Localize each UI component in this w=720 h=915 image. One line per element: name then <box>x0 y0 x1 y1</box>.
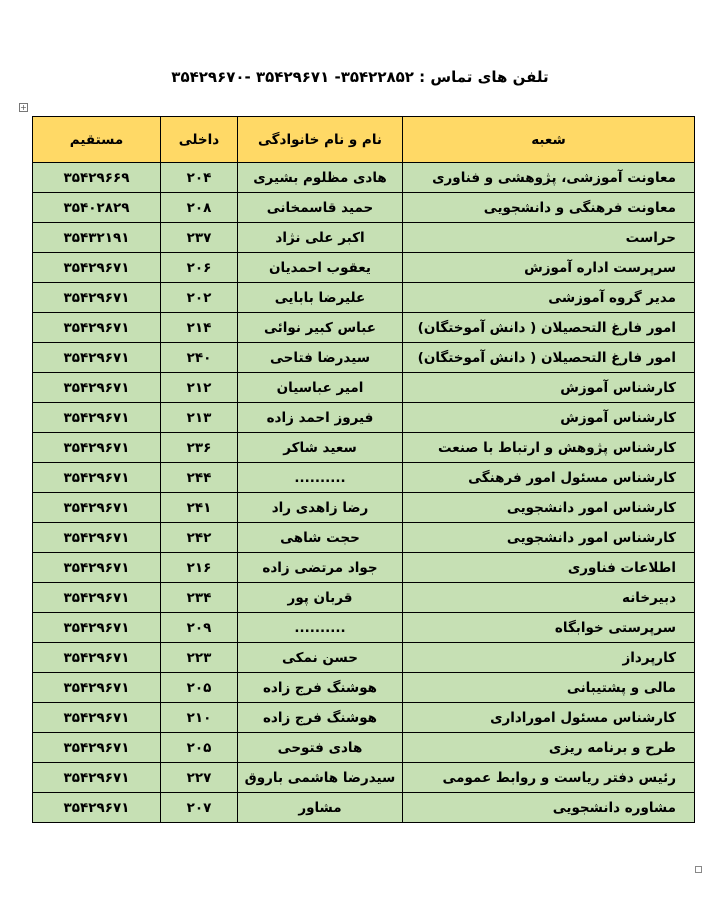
table-row <box>33 463 695 493</box>
department-cell: معاونت آموزشی، پژوهشی و فناوری <box>403 163 695 193</box>
extension-cell: ۲۳۴ <box>161 583 238 613</box>
department-cell: اطلاعات فناوری <box>403 553 695 583</box>
extension-cell: ۲۱۴ <box>161 313 238 343</box>
name-cell: جواد مرتضی زاده <box>238 553 403 583</box>
department-cell: امور فارغ التحصیلان ( دانش آموختگان) <box>403 313 695 343</box>
direct-number-cell: ۳۵۴۳۲۱۹۱ <box>33 223 161 253</box>
column-header-direct: مستقیم <box>33 117 161 163</box>
department-cell: سرپرستی خوابگاه <box>403 613 695 643</box>
direct-number-cell: ۳۵۴۲۹۶۷۱ <box>33 373 161 403</box>
extension-cell: ۲۰۵ <box>161 673 238 703</box>
table-row <box>33 613 695 643</box>
table-row <box>33 583 695 613</box>
extension-cell: ۲۰۷ <box>161 793 238 823</box>
table-row <box>33 793 695 823</box>
name-cell: فیروز احمد زاده <box>238 403 403 433</box>
name-cell: یعقوب احمدیان <box>238 253 403 283</box>
name-cell: سیدرضا هاشمی باروق <box>238 763 403 793</box>
extension-cell: ۲۰۵ <box>161 733 238 763</box>
name-cell: سعید شاکر <box>238 433 403 463</box>
department-cell: کارشناس پژوهش و ارتباط با صنعت <box>403 433 695 463</box>
extension-cell: ۲۲۳ <box>161 643 238 673</box>
department-cell: سرپرست اداره آموزش <box>403 253 695 283</box>
name-cell: امیر عباسیان <box>238 373 403 403</box>
table-row <box>33 373 695 403</box>
extension-cell: ۲۳۶ <box>161 433 238 463</box>
name-cell: سیدرضا فتاحی <box>238 343 403 373</box>
name-cell: حمید قاسمخانی <box>238 193 403 223</box>
direct-number-cell: ۳۵۴۲۹۶۶۹ <box>33 163 161 193</box>
department-cell: حراست <box>403 223 695 253</box>
table-header-row <box>33 117 695 163</box>
department-cell: مالی و پشتیبانی <box>403 673 695 703</box>
department-cell: مدیر گروه آموزشی <box>403 283 695 313</box>
name-cell: عباس کبیر نوائی <box>238 313 403 343</box>
direct-number-cell: ۳۵۴۲۹۶۷۱ <box>33 733 161 763</box>
table-row <box>33 703 695 733</box>
name-cell: حسن نمکی <box>238 643 403 673</box>
extension-cell: ۲۱۲ <box>161 373 238 403</box>
table-row <box>33 643 695 673</box>
name-cell: حجت شاهی <box>238 523 403 553</box>
department-cell: امور فارغ التحصیلان ( دانش آموختگان) <box>403 343 695 373</box>
direct-number-cell: ۳۵۴۲۹۶۷۱ <box>33 283 161 313</box>
table-row <box>33 193 695 223</box>
department-cell: رئیس دفتر ریاست و روابط عمومی <box>403 763 695 793</box>
table-row <box>33 253 695 283</box>
direct-number-cell: ۳۵۴۲۹۶۷۱ <box>33 643 161 673</box>
table-row <box>33 403 695 433</box>
name-cell: رضا زاهدی راد <box>238 493 403 523</box>
name-cell: .......... <box>238 463 403 493</box>
department-cell: طرح و برنامه ریزی <box>403 733 695 763</box>
table-row <box>33 673 695 703</box>
table-row <box>33 223 695 253</box>
department-cell: کارشناس امور دانشجویی <box>403 493 695 523</box>
table-row <box>33 313 695 343</box>
extension-cell: ۲۲۷ <box>161 763 238 793</box>
department-cell: مشاوره دانشجویی <box>403 793 695 823</box>
table-row <box>33 343 695 373</box>
name-cell: هوشنگ فرج زاده <box>238 703 403 733</box>
direct-number-cell: ۳۵۴۲۹۶۷۱ <box>33 523 161 553</box>
table-row <box>33 553 695 583</box>
table-row <box>33 493 695 523</box>
contacts-table <box>32 116 695 823</box>
department-cell: دبیرخانه <box>403 583 695 613</box>
direct-number-cell: ۳۵۴۲۹۶۷۱ <box>33 613 161 643</box>
direct-number-cell: ۳۵۴۲۹۶۷۱ <box>33 403 161 433</box>
name-cell: قربان پور <box>238 583 403 613</box>
name-cell: هادی مظلوم بشیری <box>238 163 403 193</box>
column-header-extension: داخلی <box>161 117 238 163</box>
extension-cell: ۲۰۹ <box>161 613 238 643</box>
department-cell: کارپرداز <box>403 643 695 673</box>
direct-number-cell: ۳۵۴۲۹۶۷۱ <box>33 793 161 823</box>
table-move-handle-icon[interactable]: + <box>20 103 27 112</box>
direct-number-cell: ۳۵۴۲۹۶۷۱ <box>33 583 161 613</box>
name-cell: .......... <box>238 613 403 643</box>
extension-cell: ۲۱۰ <box>161 703 238 733</box>
extension-cell: ۲۰۶ <box>161 253 238 283</box>
extension-cell: ۲۴۴ <box>161 463 238 493</box>
name-cell: علیرضا بابایی <box>238 283 403 313</box>
extension-cell: ۲۰۸ <box>161 193 238 223</box>
table-row <box>33 433 695 463</box>
direct-number-cell: ۳۵۴۲۹۶۷۱ <box>33 553 161 583</box>
contact-phones-heading: تلفن های تماس : ۳۵۴۲۲۸۵۲- ۳۵۴۲۹۶۷۱ -۳۵۴۲۹۶۷۰ <box>171 68 549 86</box>
column-header-department: شعبه <box>403 117 695 163</box>
name-cell: هوشنگ فرج زاده <box>238 673 403 703</box>
name-cell: مشاور <box>238 793 403 823</box>
extension-cell: ۲۰۲ <box>161 283 238 313</box>
direct-number-cell: ۳۵۴۲۹۶۷۱ <box>33 463 161 493</box>
department-cell: کارشناس مسئول اموراداری <box>403 703 695 733</box>
name-cell: اکبر علی نژاد <box>238 223 403 253</box>
direct-number-cell: ۳۵۴۰۲۸۲۹ <box>33 193 161 223</box>
extension-cell: ۲۱۳ <box>161 403 238 433</box>
department-cell: کارشناس مسئول امور فرهنگی <box>403 463 695 493</box>
name-cell: هادی فتوحی <box>238 733 403 763</box>
extension-cell: ۲۱۶ <box>161 553 238 583</box>
department-cell: معاونت فرهنگی و دانشجویی <box>403 193 695 223</box>
column-header-name: نام و نام خانوادگی <box>238 117 403 163</box>
direct-number-cell: ۳۵۴۲۹۶۷۱ <box>33 493 161 523</box>
direct-number-cell: ۳۵۴۲۹۶۷۱ <box>33 343 161 373</box>
department-cell: کارشناس آموزش <box>403 373 695 403</box>
table-resize-handle[interactable] <box>695 866 702 873</box>
department-cell: کارشناس آموزش <box>403 403 695 433</box>
table-row <box>33 163 695 193</box>
department-cell: کارشناس امور دانشجویی <box>403 523 695 553</box>
direct-number-cell: ۳۵۴۲۹۶۷۱ <box>33 703 161 733</box>
table-row <box>33 763 695 793</box>
extension-cell: ۲۳۷ <box>161 223 238 253</box>
direct-number-cell: ۳۵۴۲۹۶۷۱ <box>33 763 161 793</box>
extension-cell: ۲۰۴ <box>161 163 238 193</box>
direct-number-cell: ۳۵۴۲۹۶۷۱ <box>33 313 161 343</box>
extension-cell: ۲۴۲ <box>161 523 238 553</box>
table-row <box>33 523 695 553</box>
extension-cell: ۲۴۱ <box>161 493 238 523</box>
table-row <box>33 733 695 763</box>
direct-number-cell: ۳۵۴۲۹۶۷۱ <box>33 253 161 283</box>
extension-cell: ۲۴۰ <box>161 343 238 373</box>
direct-number-cell: ۳۵۴۲۹۶۷۱ <box>33 433 161 463</box>
direct-number-cell: ۳۵۴۲۹۶۷۱ <box>33 673 161 703</box>
table-row <box>33 283 695 313</box>
